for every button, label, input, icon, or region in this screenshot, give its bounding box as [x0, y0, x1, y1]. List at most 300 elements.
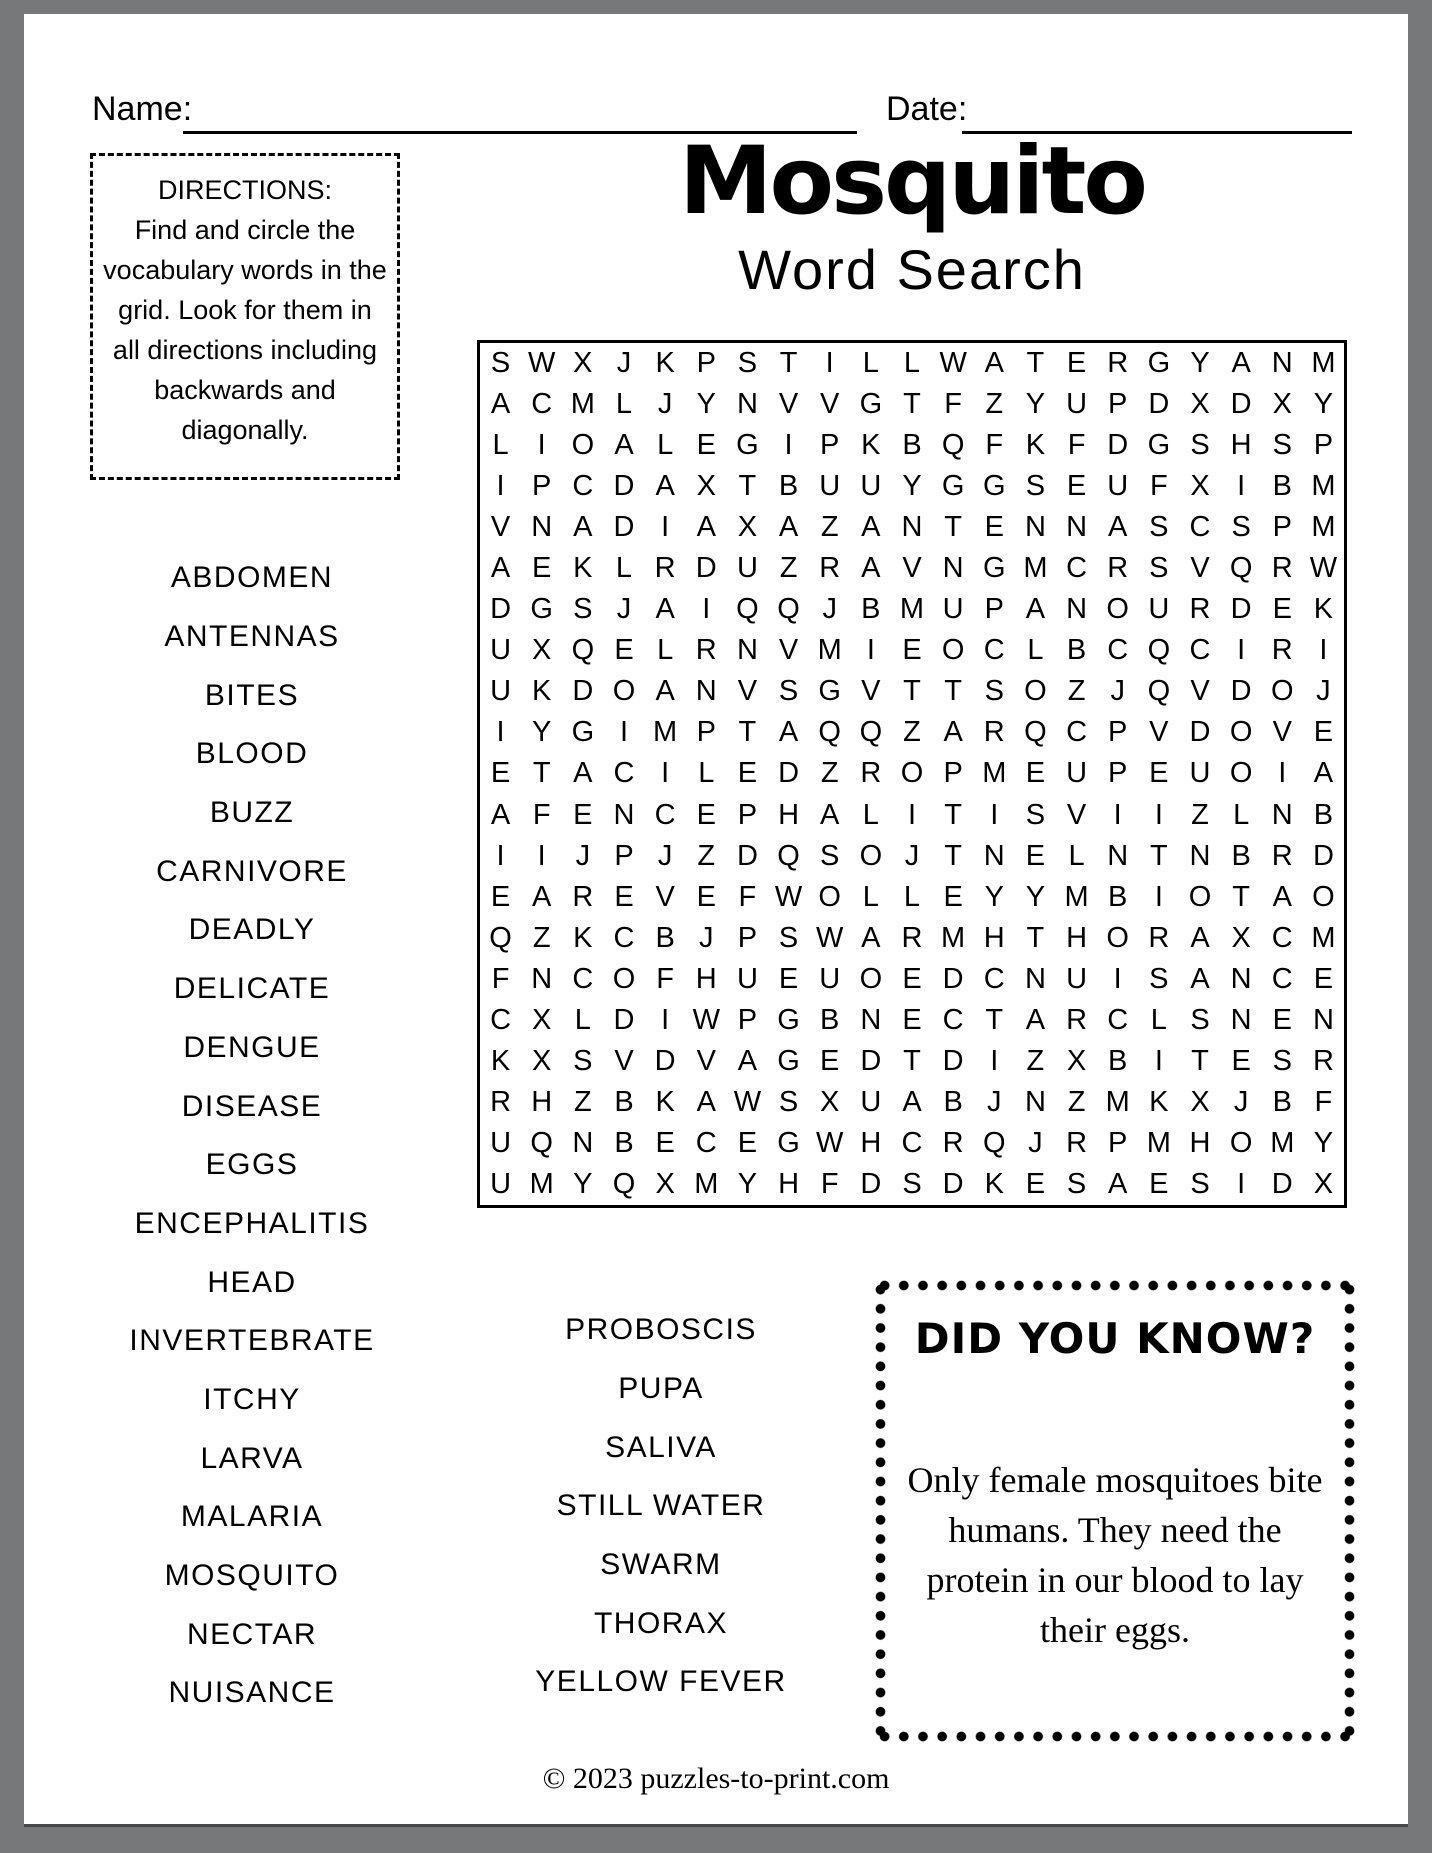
grid-cell[interactable]: V [902, 552, 922, 585]
grid-cell[interactable]: Z [697, 839, 716, 872]
grid-cell[interactable]: Z [779, 552, 798, 585]
grid-cell[interactable]: O [1106, 593, 1129, 626]
grid-cell[interactable]: K [532, 675, 552, 708]
grid-cell[interactable]: E [902, 1003, 922, 1036]
grid-cell[interactable]: G [982, 470, 1006, 503]
grid-cell[interactable]: L [615, 388, 633, 421]
grid-cell[interactable]: U [1107, 470, 1129, 503]
grid-cell[interactable]: H [860, 1126, 882, 1159]
grid-cell[interactable]: S [573, 1044, 593, 1077]
grid-cell[interactable]: C [1107, 1003, 1129, 1036]
grid-cell[interactable]: Z [1026, 1044, 1045, 1077]
grid-cell[interactable]: B [1066, 634, 1087, 667]
grid-cell[interactable]: Z [573, 1085, 592, 1118]
grid-cell[interactable]: Q [859, 716, 883, 749]
grid-cell[interactable]: T [903, 388, 921, 421]
grid-cell[interactable]: R [901, 921, 923, 954]
grid-cell[interactable]: T [1026, 347, 1045, 380]
grid-cell[interactable]: L [1027, 634, 1044, 667]
grid-cell[interactable]: L [615, 552, 633, 585]
grid-cell[interactable]: O [1229, 1126, 1253, 1159]
grid-cell[interactable]: R [1312, 1044, 1334, 1077]
grid-cell[interactable]: L [492, 429, 509, 462]
grid-cell[interactable]: E [696, 798, 716, 831]
grid-cell[interactable]: T [532, 757, 551, 790]
grid-cell[interactable]: T [944, 675, 962, 708]
grid-cell[interactable]: B [820, 1003, 840, 1036]
grid-cell[interactable]: D [613, 470, 635, 503]
grid-cell[interactable]: E [1272, 593, 1292, 626]
grid-cell[interactable]: N [942, 552, 964, 585]
grid-cell[interactable]: W [939, 347, 967, 380]
grid-cell[interactable]: F [820, 1167, 839, 1200]
grid-cell[interactable]: U [819, 962, 841, 995]
grid-cell[interactable]: M [694, 1167, 719, 1200]
grid-cell[interactable]: E [1066, 347, 1087, 380]
grid-cell[interactable]: A [861, 511, 881, 544]
grid-cell[interactable]: L [1233, 798, 1250, 831]
grid-cell[interactable]: H [983, 921, 1005, 954]
grid-cell[interactable]: I [990, 798, 999, 831]
grid-cell[interactable]: M [1311, 921, 1336, 954]
grid-cell[interactable]: X [532, 1003, 552, 1036]
grid-cell[interactable]: Q [1229, 552, 1253, 585]
grid-cell[interactable]: A [1313, 757, 1334, 790]
grid-cell[interactable]: U [860, 1085, 882, 1118]
grid-cell[interactable]: B [1108, 880, 1128, 913]
grid-cell[interactable]: S [984, 675, 1004, 708]
grid-cell[interactable]: D [778, 757, 800, 790]
grid-cell[interactable]: N [1024, 962, 1046, 995]
grid-cell[interactable]: R [819, 552, 841, 585]
grid-cell[interactable]: D [860, 1044, 882, 1077]
grid-cell[interactable]: C [983, 634, 1005, 667]
grid-cell[interactable]: D [1230, 675, 1252, 708]
grid-cell[interactable]: C [983, 962, 1005, 995]
grid-cell[interactable]: R [1066, 1126, 1088, 1159]
grid-cell[interactable]: I [1319, 634, 1328, 667]
grid-cell[interactable]: P [1313, 429, 1334, 462]
grid-cell[interactable]: H [778, 1167, 800, 1200]
grid-cell[interactable]: V [1190, 552, 1210, 585]
grid-cell[interactable]: U [736, 552, 758, 585]
grid-cell[interactable]: Z [985, 388, 1004, 421]
grid-cell[interactable]: X [696, 470, 716, 503]
grid-cell[interactable]: J [657, 839, 673, 872]
grid-cell[interactable]: L [862, 798, 879, 831]
grid-cell[interactable]: M [1146, 1126, 1171, 1159]
grid-cell[interactable]: E [902, 634, 922, 667]
grid-cell[interactable]: W [528, 347, 556, 380]
grid-cell[interactable]: A [655, 675, 675, 708]
grid-cell[interactable]: X [1066, 1044, 1087, 1077]
grid-cell[interactable]: P [614, 839, 634, 872]
grid-cell[interactable]: G [941, 470, 965, 503]
grid-cell[interactable]: L [903, 347, 921, 380]
grid-cell[interactable]: V [1149, 716, 1169, 749]
grid-cell[interactable]: I [496, 470, 505, 503]
grid-cell[interactable]: X [1190, 470, 1210, 503]
grid-cell[interactable]: D [1189, 716, 1211, 749]
grid-cell[interactable]: U [1148, 593, 1170, 626]
grid-cell[interactable]: V [490, 511, 511, 544]
grid-cell[interactable]: I [1154, 798, 1163, 831]
grid-cell[interactable]: A [573, 757, 593, 790]
grid-cell[interactable]: H [531, 1085, 553, 1118]
grid-cell[interactable]: I [661, 757, 670, 790]
grid-cell[interactable]: P [532, 470, 552, 503]
grid-cell[interactable]: M [1064, 880, 1089, 913]
grid-cell[interactable]: S [490, 347, 511, 380]
grid-cell[interactable]: T [903, 675, 921, 708]
grid-cell[interactable]: P [1108, 1126, 1128, 1159]
grid-cell[interactable]: U [1066, 388, 1088, 421]
grid-cell[interactable]: A [1272, 880, 1292, 913]
grid-cell[interactable]: Q [982, 1126, 1006, 1159]
grid-cell[interactable]: S [1149, 552, 1169, 585]
grid-cell[interactable]: T [1191, 1044, 1209, 1077]
grid-cell[interactable]: S [1025, 798, 1046, 831]
grid-cell[interactable]: K [1025, 429, 1046, 462]
grid-cell[interactable]: D [1230, 388, 1252, 421]
grid-cell[interactable]: Y [984, 880, 1004, 913]
grid-cell[interactable]: I [1237, 470, 1246, 503]
grid-cell[interactable]: Q [1147, 675, 1171, 708]
grid-cell[interactable]: M [1105, 1085, 1130, 1118]
grid-cell[interactable]: V [614, 1044, 634, 1077]
grid-cell[interactable]: I [1113, 962, 1122, 995]
grid-cell[interactable]: I [619, 716, 629, 749]
grid-cell[interactable]: E [696, 429, 716, 462]
grid-cell[interactable]: J [1028, 1126, 1043, 1159]
grid-cell[interactable]: I [1113, 798, 1122, 831]
grid-cell[interactable]: F [738, 880, 757, 913]
grid-cell[interactable]: H [778, 798, 800, 831]
grid-cell[interactable]: M [941, 921, 966, 954]
grid-cell[interactable]: D [613, 1003, 635, 1036]
grid-cell[interactable]: Y [737, 1167, 758, 1200]
grid-cell[interactable]: C [1271, 921, 1293, 954]
grid-cell[interactable]: W [733, 1085, 762, 1118]
grid-cell[interactable]: O [571, 429, 595, 462]
grid-cell[interactable]: Q [489, 921, 512, 954]
grid-cell[interactable]: Q [612, 1167, 636, 1200]
grid-cell[interactable]: A [490, 388, 511, 421]
grid-cell[interactable]: A [490, 552, 511, 585]
grid-cell[interactable]: T [1232, 880, 1250, 913]
grid-cell[interactable]: K [655, 1085, 675, 1118]
grid-cell[interactable]: E [490, 880, 511, 913]
grid-cell[interactable]: U [819, 470, 841, 503]
grid-cell[interactable]: O [859, 839, 883, 872]
grid-cell[interactable]: D [942, 1044, 964, 1077]
grid-cell[interactable]: D [695, 552, 717, 585]
grid-cell[interactable]: F [491, 962, 510, 995]
grid-cell[interactable]: C [613, 757, 635, 790]
grid-cell[interactable]: A [861, 552, 881, 585]
grid-cell[interactable]: O [818, 880, 841, 913]
grid-cell[interactable]: T [944, 511, 962, 544]
grid-cell[interactable]: G [1147, 347, 1171, 380]
grid-cell[interactable]: J [699, 921, 714, 954]
grid-cell[interactable]: A [696, 1085, 716, 1118]
grid-cell[interactable]: C [1066, 716, 1088, 749]
grid-cell[interactable]: I [784, 429, 793, 462]
grid-cell[interactable]: C [1066, 552, 1088, 585]
grid-cell[interactable]: D [1271, 1167, 1293, 1200]
grid-cell[interactable]: C [901, 1126, 923, 1159]
grid-cell[interactable]: H [1189, 1126, 1211, 1159]
grid-cell[interactable]: X [1190, 1085, 1210, 1118]
grid-cell[interactable]: R [695, 634, 717, 667]
grid-cell[interactable]: I [537, 839, 546, 872]
grid-cell[interactable]: A [820, 798, 840, 831]
grid-cell[interactable]: N [1230, 962, 1252, 995]
grid-cell[interactable]: I [537, 429, 546, 462]
grid-cell[interactable]: B [1272, 1085, 1292, 1118]
grid-cell[interactable]: A [573, 511, 593, 544]
grid-cell[interactable]: R [1271, 839, 1293, 872]
grid-cell[interactable]: P [696, 716, 716, 749]
grid-cell[interactable]: E [1066, 470, 1087, 503]
grid-cell[interactable]: D [1312, 839, 1334, 872]
grid-cell[interactable]: G [571, 716, 595, 749]
grid-cell[interactable]: P [1108, 716, 1128, 749]
grid-cell[interactable]: Z [1067, 1085, 1086, 1118]
grid-cell[interactable]: X [1231, 921, 1251, 954]
grid-cell[interactable]: O [1270, 675, 1294, 708]
grid-cell[interactable]: P [1272, 511, 1292, 544]
grid-cell[interactable]: L [1068, 839, 1085, 872]
grid-cell[interactable]: T [738, 470, 757, 503]
grid-cell[interactable]: M [570, 388, 595, 421]
grid-cell[interactable]: O [1229, 757, 1253, 790]
grid-cell[interactable]: E [1025, 757, 1046, 790]
grid-cell[interactable]: X [820, 1085, 840, 1118]
grid-cell[interactable]: M [1270, 1126, 1295, 1159]
grid-cell[interactable]: D [572, 675, 594, 708]
grid-cell[interactable]: N [572, 1126, 594, 1159]
grid-cell[interactable]: P [1108, 757, 1128, 790]
grid-cell[interactable]: T [738, 716, 757, 749]
grid-cell[interactable]: M [817, 634, 842, 667]
grid-cell[interactable]: I [1154, 1044, 1163, 1077]
grid-cell[interactable]: A [902, 1085, 922, 1118]
grid-cell[interactable]: R [1107, 552, 1129, 585]
grid-cell[interactable]: M [1311, 347, 1336, 380]
grid-cell[interactable]: E [1231, 1044, 1251, 1077]
grid-cell[interactable]: J [616, 593, 632, 626]
grid-cell[interactable]: H [695, 962, 717, 995]
grid-cell[interactable]: U [1189, 757, 1211, 790]
grid-cell[interactable]: U [942, 593, 964, 626]
grid-cell[interactable]: M [529, 1167, 554, 1200]
grid-cell[interactable]: G [777, 1126, 800, 1159]
grid-cell[interactable]: X [1313, 1167, 1334, 1200]
grid-cell[interactable]: R [1189, 593, 1211, 626]
grid-cell[interactable]: C [572, 470, 594, 503]
grid-cell[interactable]: U [1066, 757, 1088, 790]
grid-cell[interactable]: O [612, 962, 636, 995]
grid-cell[interactable]: S [1149, 511, 1169, 544]
grid-cell[interactable]: T [1149, 839, 1168, 872]
grid-cell[interactable]: E [1272, 1003, 1292, 1036]
grid-cell[interactable]: A [737, 1044, 758, 1077]
grid-cell[interactable]: J [987, 1085, 1002, 1118]
grid-cell[interactable]: E [532, 552, 552, 585]
grid-cell[interactable]: U [736, 962, 758, 995]
grid-cell[interactable]: F [1149, 470, 1168, 503]
grid-cell[interactable]: D [1230, 593, 1252, 626]
grid-cell[interactable]: B [1272, 470, 1292, 503]
grid-cell[interactable]: S [1231, 511, 1251, 544]
grid-cell[interactable]: J [1233, 1085, 1249, 1118]
grid-cell[interactable]: V [1272, 716, 1292, 749]
grid-cell[interactable]: R [1271, 634, 1293, 667]
grid-cell[interactable]: C [695, 1126, 717, 1159]
grid-cell[interactable]: E [696, 880, 716, 913]
grid-cell[interactable]: J [822, 593, 837, 626]
grid-cell[interactable]: E [1313, 962, 1334, 995]
grid-cell[interactable]: J [1316, 675, 1331, 708]
grid-cell[interactable]: G [859, 388, 883, 421]
grid-cell[interactable]: K [861, 429, 881, 462]
grid-cell[interactable]: F [656, 962, 674, 995]
grid-cell[interactable]: N [531, 962, 553, 995]
grid-cell[interactable]: G [777, 1044, 800, 1077]
grid-cell[interactable]: N [983, 839, 1005, 872]
grid-cell[interactable]: V [737, 675, 758, 708]
grid-cell[interactable]: Q [1147, 634, 1171, 667]
grid-cell[interactable]: A [655, 593, 675, 626]
grid-cell[interactable]: Y [1190, 347, 1210, 380]
grid-cell[interactable]: O [941, 634, 965, 667]
grid-cell[interactable]: Y [1025, 388, 1046, 421]
grid-cell[interactable]: S [820, 839, 840, 872]
grid-cell[interactable]: M [1023, 552, 1048, 585]
grid-cell[interactable]: D [1107, 429, 1129, 462]
grid-cell[interactable]: C [1189, 511, 1211, 544]
grid-cell[interactable]: S [1190, 429, 1210, 462]
grid-cell[interactable]: A [1108, 511, 1128, 544]
grid-cell[interactable]: D [860, 1167, 882, 1200]
grid-cell[interactable]: D [1148, 388, 1170, 421]
grid-cell[interactable]: K [573, 552, 593, 585]
grid-cell[interactable]: Y [696, 388, 716, 421]
grid-cell[interactable]: S [778, 1085, 799, 1118]
grid-cell[interactable]: N [860, 1003, 882, 1036]
grid-cell[interactable]: N [1271, 347, 1293, 380]
grid-cell[interactable]: S [1190, 1167, 1210, 1200]
grid-cell[interactable]: R [983, 716, 1005, 749]
grid-cell[interactable]: C [572, 962, 594, 995]
grid-cell[interactable]: Z [903, 716, 921, 749]
grid-cell[interactable]: A [943, 716, 963, 749]
grid-cell[interactable]: Z [1191, 798, 1209, 831]
grid-cell[interactable]: T [985, 1003, 1004, 1036]
grid-cell[interactable]: X [737, 511, 758, 544]
grid-cell[interactable]: R [942, 1126, 964, 1159]
grid-cell[interactable]: H [1230, 429, 1252, 462]
grid-cell[interactable]: V [1190, 675, 1210, 708]
grid-cell[interactable]: V [778, 634, 799, 667]
grid-cell[interactable]: X [1190, 388, 1210, 421]
grid-cell[interactable]: K [573, 921, 593, 954]
grid-cell[interactable]: I [496, 716, 505, 749]
grid-cell[interactable]: Y [1313, 388, 1334, 421]
grid-cell[interactable]: E [614, 634, 634, 667]
grid-cell[interactable]: W [816, 1126, 844, 1159]
grid-cell[interactable]: D [654, 1044, 676, 1077]
grid-cell[interactable]: R [1066, 1003, 1088, 1036]
grid-cell[interactable]: C [942, 1003, 964, 1036]
grid-cell[interactable]: I [990, 1044, 999, 1077]
grid-cell[interactable]: T [1026, 921, 1045, 954]
grid-cell[interactable]: W [1309, 552, 1338, 585]
grid-cell[interactable]: A [778, 511, 799, 544]
grid-cell[interactable]: A [1025, 593, 1046, 626]
grid-cell[interactable]: U [490, 675, 512, 708]
grid-cell[interactable]: O [1188, 880, 1212, 913]
grid-cell[interactable]: G [736, 429, 759, 462]
grid-cell[interactable]: I [866, 634, 875, 667]
grid-cell[interactable]: I [661, 1003, 670, 1036]
grid-cell[interactable]: F [1067, 429, 1086, 462]
grid-cell[interactable]: F [985, 429, 1004, 462]
grid-cell[interactable]: R [860, 757, 882, 790]
grid-cell[interactable]: N [1066, 593, 1088, 626]
grid-cell[interactable]: Y [532, 716, 552, 749]
grid-cell[interactable]: P [1108, 388, 1128, 421]
grid-cell[interactable]: X [532, 1044, 552, 1077]
grid-cell[interactable]: O [1312, 880, 1335, 913]
grid-cell[interactable]: S [778, 921, 799, 954]
grid-cell[interactable]: I [496, 839, 505, 872]
grid-cell[interactable]: P [737, 1003, 758, 1036]
grid-cell[interactable]: N [1066, 511, 1088, 544]
grid-cell[interactable]: P [737, 798, 758, 831]
grid-cell[interactable]: E [1149, 1167, 1169, 1200]
grid-cell[interactable]: A [984, 347, 1004, 380]
grid-cell[interactable]: O [859, 962, 883, 995]
grid-cell[interactable]: A [1190, 921, 1210, 954]
grid-cell[interactable]: V [1066, 798, 1087, 831]
grid-cell[interactable]: A [861, 921, 881, 954]
grid-cell[interactable]: J [1110, 675, 1125, 708]
grid-cell[interactable]: Q [777, 593, 800, 626]
grid-cell[interactable]: A [490, 798, 511, 831]
grid-cell[interactable]: M [653, 716, 678, 749]
grid-cell[interactable]: L [862, 347, 879, 380]
grid-cell[interactable]: E [984, 511, 1004, 544]
grid-cell[interactable]: N [1024, 511, 1046, 544]
grid-cell[interactable]: M [899, 593, 925, 626]
grid-cell[interactable]: C [654, 798, 676, 831]
grid-cell[interactable]: P [943, 757, 963, 790]
grid-cell[interactable]: T [944, 798, 962, 831]
grid-cell[interactable]: L [1150, 1003, 1167, 1036]
grid-cell[interactable]: G [1147, 429, 1171, 462]
grid-cell[interactable]: R [654, 552, 676, 585]
grid-cell[interactable]: W [816, 921, 844, 954]
grid-cell[interactable]: X [655, 1167, 675, 1200]
grid-cell[interactable]: N [1189, 839, 1211, 872]
grid-cell[interactable]: F [944, 388, 962, 421]
grid-cell[interactable]: E [655, 1126, 675, 1159]
grid-cell[interactable]: N [901, 511, 923, 544]
grid-cell[interactable]: L [862, 880, 879, 913]
grid-cell[interactable]: T [944, 839, 962, 872]
